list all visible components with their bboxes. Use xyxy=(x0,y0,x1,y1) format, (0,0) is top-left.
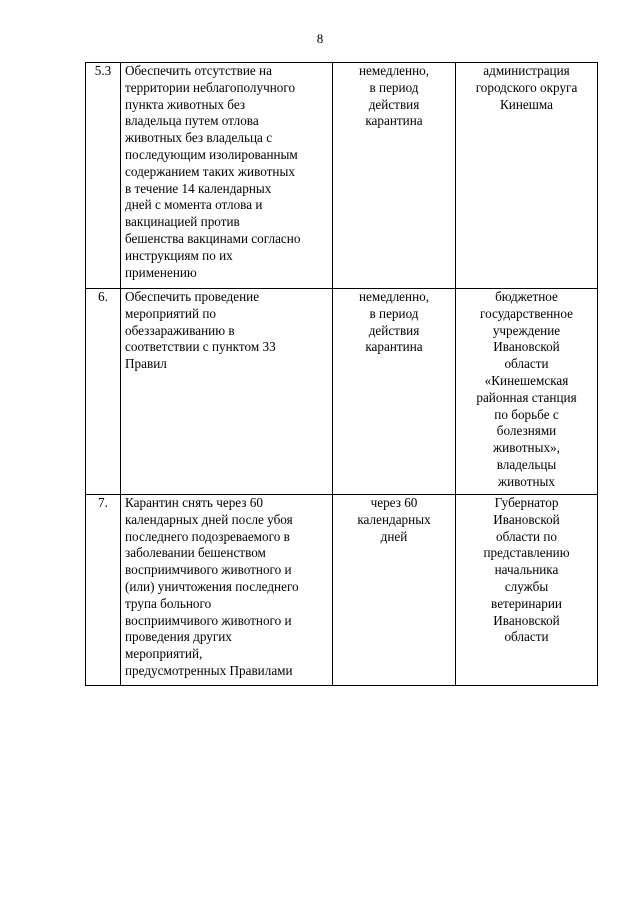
measure-text: Обеспечить проведение мероприятий по обеззараживанию в соответствии с пунктом 33 Правил xyxy=(121,289,333,495)
deadline-text: через 60 календарных дней xyxy=(333,495,456,686)
row-number: 5.3 xyxy=(86,63,121,289)
measure-text: Карантин снять через 60 календарных дней после убоя последнего подозреваемого в заболевании бешенством восприимчивого животного и (или) уничтожения последнего трупа больного восприимчивого животного и проведения других мероприятий, предусмотренных Правилами xyxy=(121,495,333,686)
table-row xyxy=(86,495,598,686)
responsible-text: Губернатор Ивановской области по представлению начальника службы ветеринарии Ивановской области xyxy=(456,495,598,686)
measures-table xyxy=(85,62,598,686)
deadline-text: немедленно, в период действия карантина xyxy=(333,63,456,289)
table-row xyxy=(86,289,598,495)
table-row xyxy=(86,63,598,289)
row-number: 7. xyxy=(86,495,121,686)
measure-text: Обеспечить отсутствие на территории неблагополучного пункта животных без владельца путем отлова животных без владельца с последующим изолированным содержанием таких животных в течение 14 календарных дней с момента отлова и вакцинацией против бешенства вакцинами согласно инструкциям по их применению xyxy=(121,63,333,289)
deadline-text: немедленно, в период действия карантина xyxy=(333,289,456,495)
responsible-text: бюджетное государственное учреждение Ивановской области «Кинешемская районная станция по борьбе с болезнями животных», владельцы животных xyxy=(456,289,598,495)
responsible-text: администрация городского округа Кинешма xyxy=(456,63,598,289)
row-number: 6. xyxy=(86,289,121,495)
page-number: 8 xyxy=(316,31,324,46)
